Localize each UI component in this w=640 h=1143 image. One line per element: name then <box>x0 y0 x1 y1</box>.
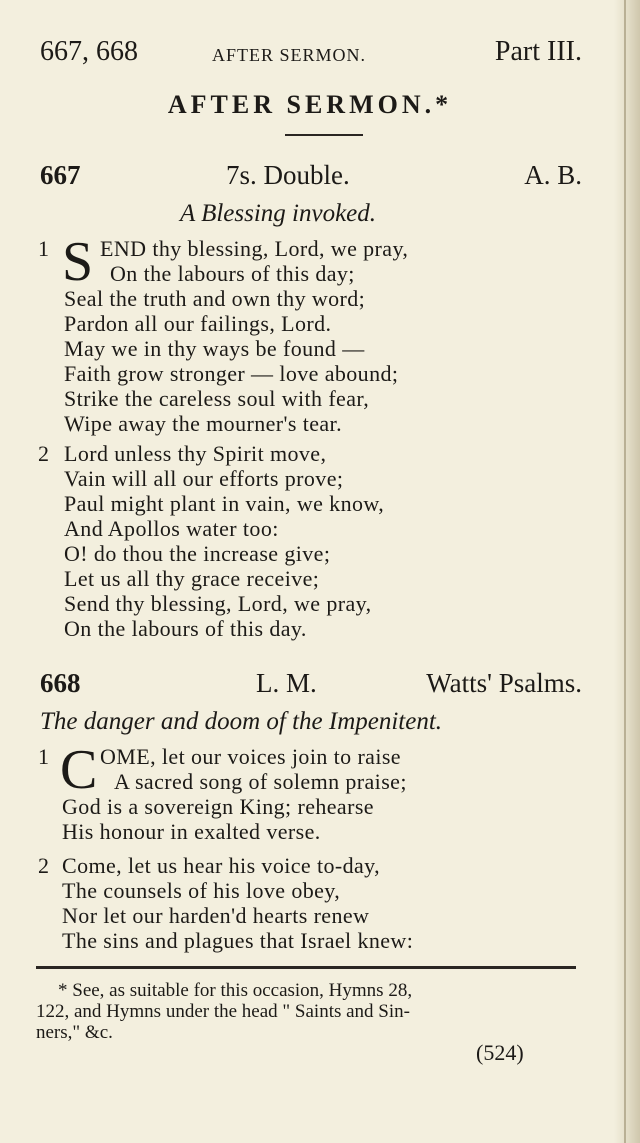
hymn-title: The danger and doom of the Impenitent. <box>40 708 443 735</box>
verse-line: Paul might plant in vain, we know, <box>64 491 385 516</box>
verse-line: O! do thou the increase give; <box>64 541 331 566</box>
verse-line: Vain will all our efforts prove; <box>64 466 344 491</box>
verse-line: OME, let our voices join to raise <box>100 744 401 769</box>
section-title: AFTER SERMON.* <box>167 90 453 119</box>
footnote-line: ners," &c. <box>36 1022 113 1043</box>
verse-line: Pardon all our failings, Lord. <box>64 311 332 336</box>
hymn-title: A Blessing invoked. <box>180 200 377 227</box>
header-part: Part III. <box>494 36 582 67</box>
verse-line: On the labours of this day. <box>64 616 307 641</box>
hymn-meter: 7s. Double. <box>226 160 350 190</box>
footnote-line: * See, as suitable for this occasion, Hymns 28, <box>58 980 413 1001</box>
verse-line: May we in thy ways be found — <box>64 336 365 361</box>
verse-line: Let us all thy grace receive; <box>64 566 320 591</box>
verse-number: 1 <box>38 236 49 261</box>
page-number: (524) <box>476 1040 524 1065</box>
drop-cap: S <box>62 231 94 293</box>
verse-line: The sins and plagues that Israel knew: <box>62 928 414 953</box>
verse-line: God is a sovereign King; rehearse <box>62 794 374 819</box>
footnote-line: 122, and Hymns under the head " Saints and Sin- <box>36 1001 410 1022</box>
hymn-number: 667 <box>40 160 81 190</box>
running-header <box>40 36 582 72</box>
gutter-edge <box>624 0 626 1143</box>
verse-line: Faith grow stronger — love abound; <box>64 361 399 386</box>
hymn-meter: L. M. <box>256 668 317 698</box>
verse-line: END thy blessing, Lord, we pray, <box>100 236 409 261</box>
footnote-rule <box>36 966 576 969</box>
verse-line: A sacred song of solemn praise; <box>114 769 407 794</box>
verse-line: And Apollos water too: <box>64 516 279 541</box>
verse-number: 1 <box>38 744 49 769</box>
verse-line: Nor let our harden'd hearts renew <box>62 903 370 928</box>
verse-line: The counsels of his love obey, <box>62 878 341 903</box>
hymn-number: 668 <box>40 668 81 698</box>
header-hymn-numbers: 667, 668 <box>40 36 138 67</box>
verse-number: 2 <box>38 853 49 878</box>
hymn-author: Watts' Psalms. <box>426 668 582 698</box>
verse-line: Seal the truth and own thy word; <box>64 286 366 311</box>
title-rule <box>285 134 363 136</box>
drop-cap: C <box>60 739 98 801</box>
hymn-author: A. B. <box>524 160 582 190</box>
hymn-668-heading <box>40 668 582 704</box>
page-gutter <box>614 0 640 1143</box>
verse-line: Strike the careless soul with fear, <box>64 386 370 411</box>
hymn-667-heading <box>40 160 582 196</box>
verse-line: His honour in exalted verse. <box>62 819 321 844</box>
verse-number: 2 <box>38 441 49 466</box>
verse-line: Come, let us hear his voice to-day, <box>62 853 381 878</box>
verse-line: Lord unless thy Spirit move, <box>64 441 327 466</box>
verse-line: Wipe away the mourner's tear. <box>64 411 342 436</box>
verse-line: Send thy blessing, Lord, we pray, <box>64 591 372 616</box>
header-running-title: AFTER SERMON. <box>212 45 367 65</box>
verse-line: On the labours of this day; <box>110 261 355 286</box>
